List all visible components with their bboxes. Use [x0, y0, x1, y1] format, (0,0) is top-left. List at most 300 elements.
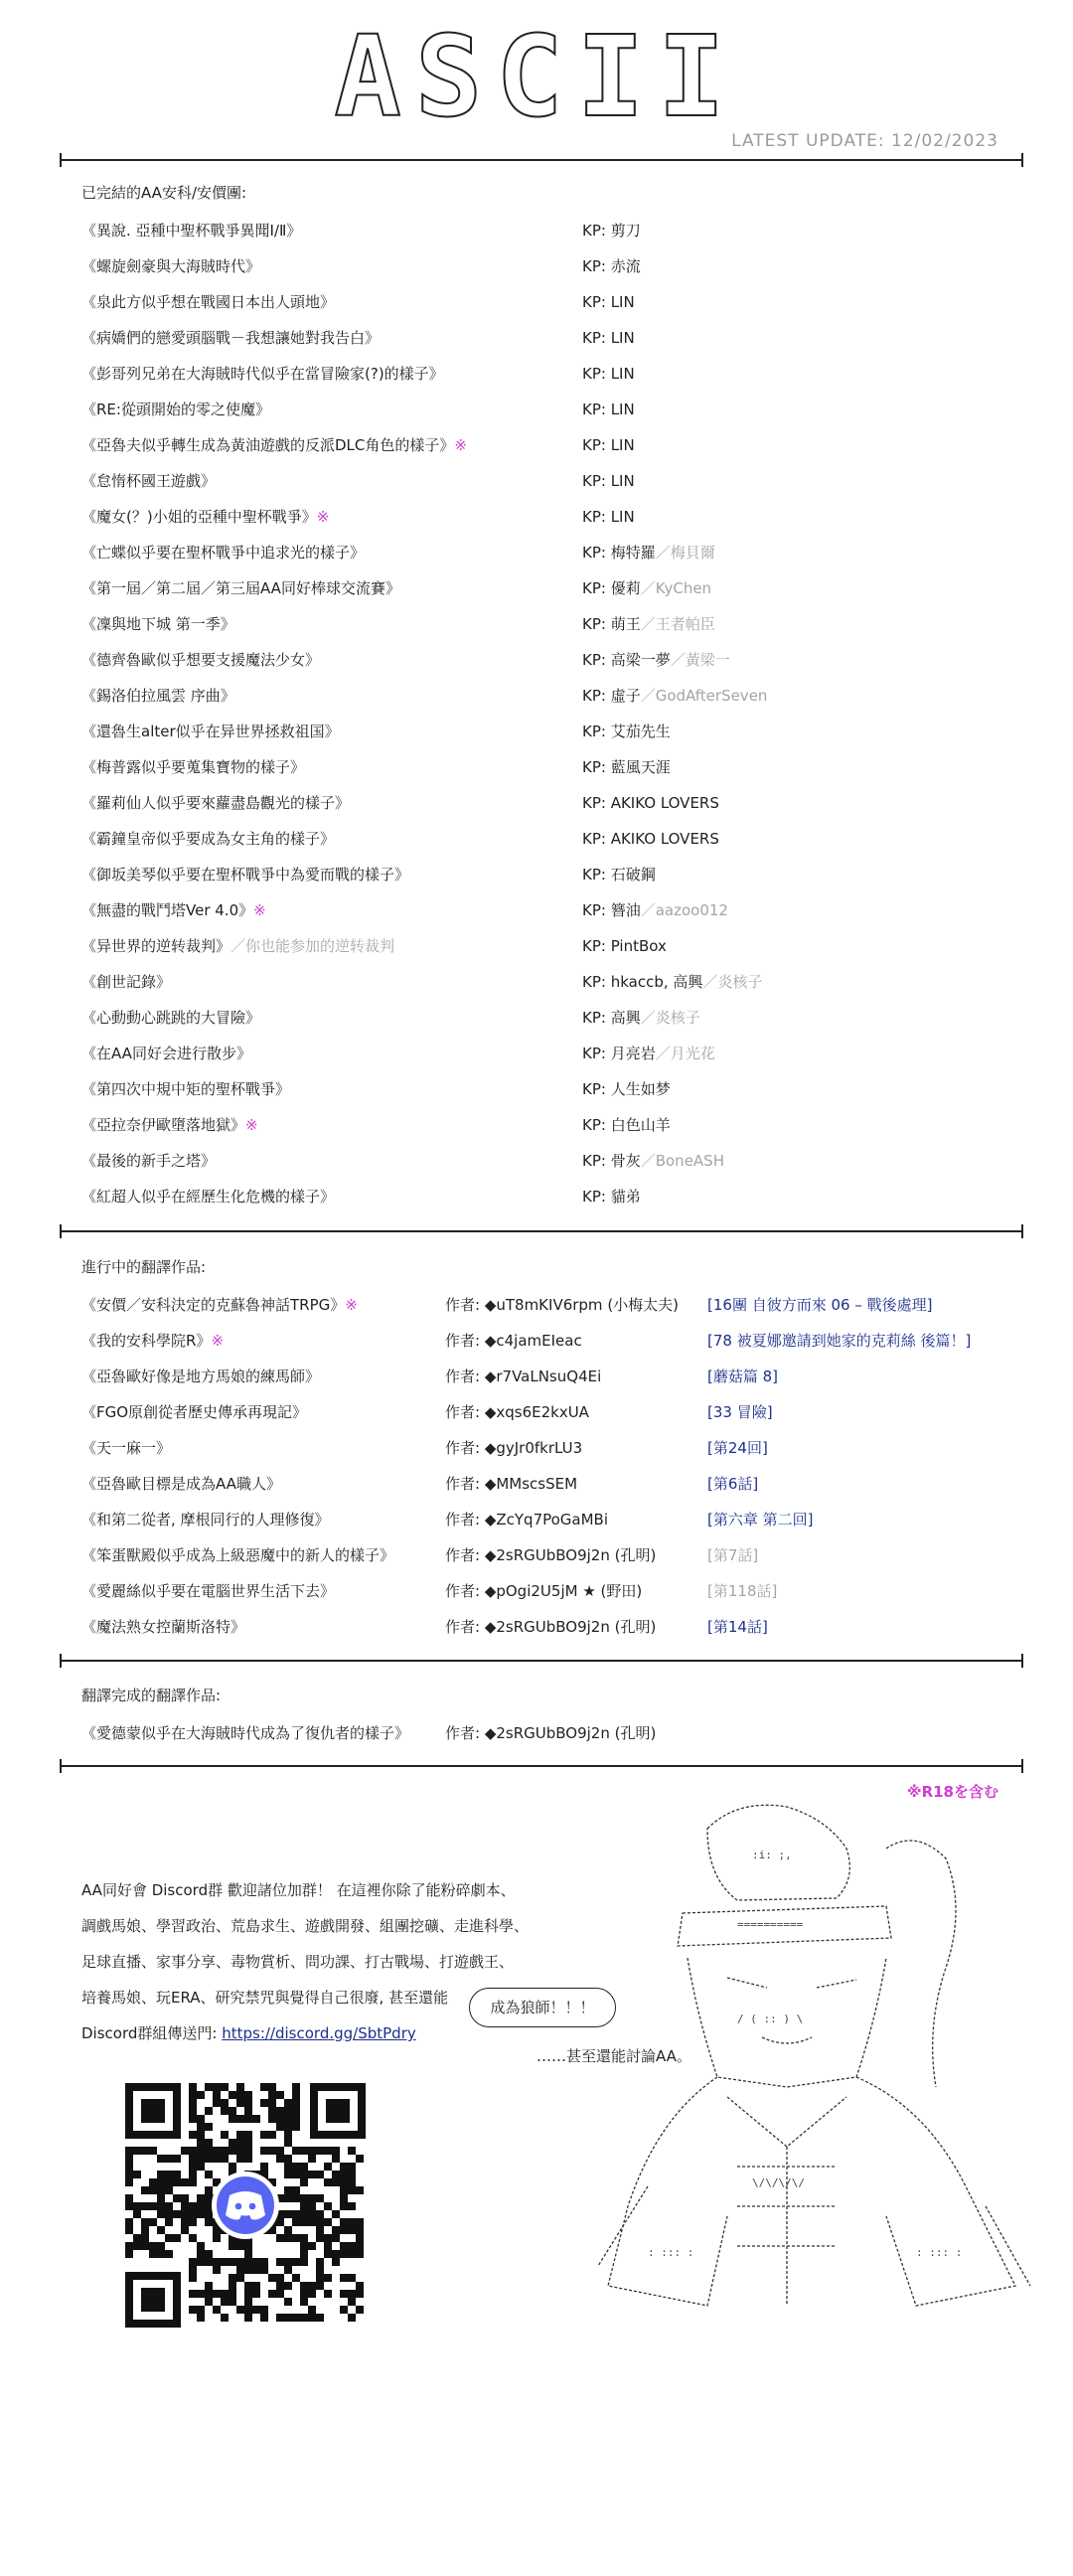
- qr-module: [244, 2266, 252, 2274]
- qr-module: [189, 2171, 197, 2178]
- finished-title: 翻譯完成的翻譯作品:: [81, 1687, 222, 1704]
- r18-mark: ※: [345, 1296, 358, 1314]
- qr-module: [316, 2210, 324, 2218]
- qr-module: [157, 2210, 165, 2218]
- completed-row: [0, 857, 1073, 892]
- kp-text: KP: 艾茄先生: [582, 723, 671, 740]
- qr-module: [197, 2242, 205, 2250]
- qr-module: [197, 2250, 205, 2258]
- qr-module: [213, 2266, 221, 2274]
- work-title[interactable]: [81, 392, 270, 427]
- work-title-text[interactable]: 《錫洛伯拉風雲 序曲》: [81, 687, 235, 705]
- kp-name: [582, 678, 767, 714]
- work-title-text[interactable]: 《亞魯歐目標是成為AA職人》: [81, 1475, 281, 1493]
- kp-text: KP: 貓弟: [582, 1188, 641, 1206]
- progress-link[interactable]: [第6話]: [707, 1475, 759, 1493]
- sub-note: ……甚至還能討論AA。: [536, 2047, 691, 2065]
- qr-module: [284, 2131, 292, 2139]
- kp-text: KP: 石破鋼: [582, 866, 656, 884]
- qr-module: [284, 2226, 292, 2234]
- work-title[interactable]: [81, 1143, 216, 1179]
- work-title[interactable]: [81, 1179, 335, 1214]
- work-title[interactable]: [81, 499, 329, 535]
- qr-module: [292, 2123, 300, 2131]
- work-title-text[interactable]: 《我的安科學院R》: [81, 1332, 212, 1350]
- qr-module: [332, 2210, 340, 2218]
- author-name: 作者: ◆2sRGUbBO9j2n (孔明): [445, 1724, 657, 1742]
- work-title[interactable]: [81, 1502, 330, 1537]
- work-title[interactable]: [81, 964, 171, 1000]
- work-title[interactable]: [81, 892, 266, 928]
- qr-module: [244, 2155, 252, 2163]
- qr-module: [213, 2226, 221, 2234]
- qr-module: [181, 2202, 189, 2210]
- qr-module: [236, 2155, 244, 2163]
- qr-module: [260, 2099, 268, 2107]
- kp-name: [582, 606, 715, 642]
- kp-alias: ／梅貝爾: [655, 544, 715, 562]
- work-title[interactable]: [81, 1000, 260, 1036]
- work-title-text[interactable]: 《異說. 亞種中聖杯戰爭異聞Ⅰ/Ⅱ》: [81, 222, 302, 240]
- work-title[interactable]: [81, 463, 216, 499]
- qr-module: [260, 2306, 268, 2314]
- qr-module: [316, 2218, 324, 2226]
- discord-line: AA同好會 Discord群 歡迎諸位加群！ 在這裡你除了能粉碎劇本、: [81, 1881, 516, 1899]
- progress-link[interactable]: [蘑菇篇 8]: [707, 1368, 779, 1385]
- work-title-text[interactable]: 《羅莉仙人似乎要來蘿盡島觀光的樣子》: [81, 794, 351, 812]
- author-name: 作者: ◆xqs6E2kxUA: [445, 1403, 589, 1421]
- qr-module: [348, 2218, 356, 2226]
- qr-module: [276, 2290, 284, 2298]
- completed-row: [0, 678, 1073, 714]
- kp-name: [582, 892, 728, 928]
- qr-module: [189, 2178, 197, 2186]
- qr-module: [356, 2250, 364, 2258]
- progress-link[interactable]: [第24回]: [707, 1439, 768, 1457]
- work-title-text[interactable]: 《安價／安科決定的克蘇魯神話TRPG》: [81, 1296, 346, 1314]
- kp-text: KP: AKIKO LOVERS: [582, 830, 719, 848]
- work-title[interactable]: [81, 1287, 358, 1323]
- qr-module: [157, 2194, 165, 2202]
- completed-row: [0, 892, 1073, 928]
- qr-module: [244, 2115, 252, 2123]
- qr-module: [189, 2306, 197, 2314]
- qr-module: [197, 2115, 205, 2123]
- qr-module: [189, 2115, 197, 2123]
- work-title-text[interactable]: 《病嬌們的戀愛頭腦戰－我想讓她對我告白》: [81, 329, 381, 347]
- qr-module: [340, 2226, 348, 2234]
- qr-module: [340, 2194, 348, 2202]
- work-title-text[interactable]: 《亞拉奈伊歐墮落地獄》: [81, 1116, 246, 1134]
- qr-module: [292, 2258, 300, 2266]
- work-title[interactable]: [81, 356, 444, 392]
- qr-module: [205, 2123, 213, 2131]
- work-title[interactable]: [81, 535, 365, 570]
- progress-link[interactable]: [33 冒險]: [707, 1403, 773, 1421]
- qr-module: [244, 2250, 252, 2258]
- kp-name: [582, 213, 641, 248]
- work-title-text[interactable]: 《最後的新手之塔》: [81, 1152, 217, 1170]
- work-title-text[interactable]: 《在AA同好会进行散步》: [81, 1045, 251, 1062]
- discord-qr-code[interactable]: [121, 2079, 370, 2332]
- ongoing-row: [0, 1394, 1073, 1430]
- qr-module: [356, 2242, 364, 2250]
- kp-name: [582, 1107, 671, 1143]
- qr-module: [300, 2147, 308, 2155]
- work-title[interactable]: [81, 320, 380, 356]
- qr-module: [133, 2171, 141, 2178]
- kp-name: [582, 928, 667, 964]
- work-title-text[interactable]: 《亞魯夫似乎轉生成為黃油遊戲的反派DLC角色的樣子》: [81, 436, 455, 454]
- work-title[interactable]: [81, 606, 235, 642]
- qr-module: [324, 2234, 332, 2242]
- qr-module: [284, 2266, 292, 2274]
- qr-module: [284, 2099, 292, 2107]
- r18-mark: ※: [253, 901, 266, 919]
- completed-title: 已完結的AA安科/安價團:: [81, 184, 247, 202]
- qr-module: [284, 2171, 292, 2178]
- qr-module: [165, 2202, 173, 2210]
- svg-text:/ ( :: ) \: / ( :: ) \: [737, 2012, 804, 2025]
- work-title[interactable]: [81, 248, 260, 284]
- work-title-text[interactable]: 《霸鐘皇帝似乎要成為女主角的樣子》: [81, 830, 336, 848]
- work-title-text[interactable]: 《愛麗絲似乎要在電腦世界生活下去》: [81, 1582, 336, 1600]
- qr-module: [316, 2171, 324, 2178]
- kp-text: KP: 高梁一夢: [582, 651, 671, 669]
- work-title[interactable]: [81, 1323, 224, 1359]
- qr-module: [157, 2178, 165, 2186]
- qr-module: [149, 2242, 157, 2250]
- qr-module: [268, 2099, 276, 2107]
- work-title-text[interactable]: 《創世記錄》: [81, 973, 172, 991]
- qr-module: [197, 2147, 205, 2155]
- work-title[interactable]: [81, 284, 335, 320]
- qr-module: [133, 2242, 141, 2250]
- qr-module: [292, 2147, 300, 2155]
- work-title-text[interactable]: 《御坂美琴似乎要在聖杯戰爭中為愛而戰的樣子》: [81, 866, 410, 884]
- qr-module: [244, 2242, 252, 2250]
- work-title[interactable]: [81, 1107, 258, 1143]
- qr-module: [348, 2178, 356, 2186]
- qr-module: [244, 2298, 252, 2306]
- qr-finder-bottom-left: [125, 2272, 181, 2328]
- discord-link[interactable]: https://discord.gg/SbtPdry: [222, 2024, 416, 2042]
- qr-module: [292, 2107, 300, 2115]
- qr-module: [260, 2147, 268, 2155]
- kp-name: [582, 392, 635, 427]
- qr-module: [324, 2178, 332, 2186]
- discord-line: 培養馬娘、玩ERA、研究禁咒與覺得自己很廢, 甚至還能: [81, 1989, 449, 2007]
- work-title-text[interactable]: 《凜與地下城 第一季》: [81, 615, 235, 633]
- qr-module: [300, 2298, 308, 2306]
- qr-module: [189, 2099, 197, 2107]
- work-title-text[interactable]: 《心動動心跳跳的大冒險》: [81, 1009, 261, 1027]
- work-title[interactable]: [81, 642, 320, 678]
- qr-module: [221, 2099, 229, 2107]
- work-title-text[interactable]: 《第四次中規中矩的聖杯戰爭》: [81, 1080, 291, 1098]
- completed-row: [0, 499, 1073, 535]
- qr-module: [197, 2210, 205, 2218]
- qr-module: [189, 2218, 197, 2226]
- work-title-text[interactable]: 《亡蝶似乎要在聖杯戰爭中追求光的樣子》: [81, 544, 366, 562]
- divider: [60, 159, 1023, 161]
- qr-module: [292, 2194, 300, 2202]
- kp-text: KP: 萌王: [582, 615, 641, 633]
- qr-module: [332, 2258, 340, 2266]
- work-title[interactable]: [81, 1609, 245, 1645]
- work-title-text[interactable]: 《德齊魯歐似乎想要支援魔法少女》: [81, 651, 321, 669]
- qr-module: [125, 2171, 133, 2178]
- qr-module: [181, 2178, 189, 2186]
- progress-link[interactable]: [第7話]: [707, 1546, 759, 1564]
- qr-module: [221, 2258, 229, 2266]
- work-title-text[interactable]: 《笨蛋獸殿似乎成為上級惡魔中的新人的樣子》: [81, 1546, 395, 1564]
- kp-name: [582, 1179, 641, 1214]
- qr-module: [236, 2091, 244, 2099]
- qr-module: [332, 2178, 340, 2186]
- work-title[interactable]: [81, 427, 467, 463]
- qr-module: [244, 2131, 252, 2139]
- qr-module: [300, 2258, 308, 2266]
- kp-alias: ／炎核子: [640, 1009, 700, 1027]
- qr-module: [149, 2178, 157, 2186]
- work-title[interactable]: [81, 1430, 171, 1466]
- qr-module: [205, 2258, 213, 2266]
- work-title-text[interactable]: 《怠惰杯國王遊戲》: [81, 472, 217, 490]
- qr-module: [324, 2202, 332, 2210]
- qr-module: [332, 2171, 340, 2178]
- kp-text: KP: hkaccb, 高興: [582, 973, 703, 991]
- qr-module: [157, 2242, 165, 2250]
- work-title[interactable]: [81, 1394, 307, 1430]
- qr-module: [133, 2210, 141, 2218]
- completed-row: [0, 427, 1073, 463]
- progress-link[interactable]: [第14話]: [707, 1618, 768, 1636]
- qr-module: [284, 2234, 292, 2242]
- qr-module: [236, 2131, 244, 2139]
- kp-text: KP: LIN: [582, 472, 635, 490]
- kp-alias: ／王者帕臣: [640, 615, 715, 633]
- qr-module: [125, 2218, 133, 2226]
- qr-module: [165, 2218, 173, 2226]
- work-title[interactable]: [81, 1573, 335, 1609]
- qr-module: [308, 2218, 316, 2226]
- qr-module: [229, 2242, 236, 2250]
- qr-module: [252, 2282, 260, 2290]
- qr-module: [125, 2202, 133, 2210]
- qr-module: [141, 2242, 149, 2250]
- qr-module: [205, 2107, 213, 2115]
- qr-module: [157, 2202, 165, 2210]
- qr-module: [205, 2155, 213, 2163]
- work-title[interactable]: [81, 213, 301, 248]
- work-title[interactable]: [81, 570, 400, 606]
- qr-module: [308, 2147, 316, 2155]
- qr-module: [284, 2186, 292, 2194]
- r18-mark: ※: [316, 508, 330, 526]
- work-title-text[interactable]: 《第一屆／第二屆／第三屆AA同好棒球交流賽》: [81, 579, 400, 597]
- qr-module: [189, 2266, 197, 2274]
- qr-module: [324, 2274, 332, 2282]
- qr-module: [308, 2194, 316, 2202]
- qr-module: [300, 2210, 308, 2218]
- work-title[interactable]: [81, 821, 335, 857]
- qr-module: [197, 2155, 205, 2163]
- author-name: 作者: ◆ZcYq7PoGaMBi: [445, 1511, 609, 1529]
- qr-module: [221, 2155, 229, 2163]
- qr-module: [324, 2250, 332, 2258]
- r18-mark: ※: [454, 436, 467, 454]
- qr-module: [213, 2091, 221, 2099]
- work-title[interactable]: 《愛德蒙似乎在大海賊時代成為了復仇者的樣子》: [81, 1724, 410, 1742]
- qr-module: [157, 2186, 165, 2194]
- completed-row: [0, 785, 1073, 821]
- qr-module: [316, 2234, 324, 2242]
- author-name: 作者: ◆r7VaLNsuQ4Ei: [445, 1368, 602, 1385]
- work-title-text[interactable]: 《魔法熟女控蘭斯洛特》: [81, 1618, 246, 1636]
- completed-row: [0, 570, 1073, 606]
- work-title-text[interactable]: 《天一麻一》: [81, 1439, 172, 1457]
- qr-module: [300, 2202, 308, 2210]
- work-title[interactable]: [81, 1466, 281, 1502]
- kp-text: KP: 赤流: [582, 257, 641, 275]
- work-title[interactable]: [81, 928, 394, 964]
- author-name: 作者: ◆2sRGUbBO9j2n (孔明): [445, 1618, 657, 1636]
- work-title-text[interactable]: 《無盡的戰鬥塔Ver 4.0》: [81, 901, 254, 919]
- completed-row: [0, 1179, 1073, 1214]
- qr-module: [189, 2107, 197, 2115]
- work-title-text[interactable]: 《梅普露似乎要蒐集寶物的樣子》: [81, 758, 306, 776]
- qr-module: [292, 2218, 300, 2226]
- qr-module: [197, 2091, 205, 2099]
- work-title-text[interactable]: 《螺旋劍豪與大海賊時代》: [81, 257, 261, 275]
- qr-module: [149, 2218, 157, 2226]
- qr-module: [276, 2107, 284, 2115]
- qr-module: [356, 2282, 364, 2290]
- qr-module: [205, 2218, 213, 2226]
- work-title-text[interactable]: 《魔女(？)小姐的亞種中聖杯戰爭》: [81, 508, 317, 526]
- progress-link[interactable]: [78 被夏娜邀請到她家的克莉絲 後篇！]: [707, 1332, 972, 1350]
- qr-module: [181, 2194, 189, 2202]
- qr-module: [244, 2099, 252, 2107]
- work-title-text[interactable]: 《RE:從頭開始的零之使魔》: [81, 401, 270, 418]
- work-title[interactable]: [81, 1359, 320, 1394]
- kp-text: KP: 虛子: [582, 687, 641, 705]
- qr-module: [260, 2131, 268, 2139]
- qr-module: [213, 2083, 221, 2091]
- qr-module: [229, 2139, 236, 2147]
- work-title-text[interactable]: 《FGO原創從者歷史傳承再現記》: [81, 1403, 308, 1421]
- qr-module: [340, 2290, 348, 2298]
- qr-module: [125, 2250, 133, 2258]
- work-title[interactable]: [81, 714, 340, 749]
- qr-module: [229, 2091, 236, 2099]
- work-title-text[interactable]: 《和第二從者, 摩根同行的人理修復》: [81, 1511, 330, 1529]
- qr-module: [300, 2250, 308, 2258]
- qr-module: [284, 2107, 292, 2115]
- qr-module: [165, 2234, 173, 2242]
- qr-module: [292, 2115, 300, 2123]
- progress-link[interactable]: [16團 自彼方而來 06 – 戰後處理]: [707, 1296, 933, 1314]
- r18-mark: ※: [211, 1332, 225, 1350]
- kp-name: [582, 1036, 715, 1071]
- divider: [60, 1765, 1023, 1767]
- progress-link[interactable]: [第六章 第二回]: [707, 1511, 814, 1529]
- work-title[interactable]: [81, 1036, 251, 1071]
- qr-module: [260, 2314, 268, 2322]
- author-name: 作者: ◆gyJr0fkrLU3: [445, 1439, 583, 1457]
- finished-row: [0, 1715, 1073, 1751]
- qr-module: [260, 2266, 268, 2274]
- qr-module: [300, 2194, 308, 2202]
- qr-module: [236, 2115, 244, 2123]
- kp-text: KP: 人生如梦: [582, 1080, 671, 1098]
- qr-module: [173, 2234, 181, 2242]
- work-title-text[interactable]: 《彭哥列兄弟在大海賊時代似乎在當冒險家(?)的樣子》: [81, 365, 444, 383]
- qr-module: [205, 2139, 213, 2147]
- qr-module: [300, 2290, 308, 2298]
- kp-text: KP: 高興: [582, 1009, 641, 1027]
- work-title-text[interactable]: 《紅超人似乎在經歷生化危機的樣子》: [81, 1188, 336, 1206]
- kp-name: [582, 499, 635, 535]
- qr-module: [276, 2123, 284, 2131]
- qr-module: [236, 2139, 244, 2147]
- work-title-text[interactable]: 《异世界的逆转裁判》: [81, 937, 231, 955]
- qr-module: [229, 2107, 236, 2115]
- work-title[interactable]: [81, 857, 409, 892]
- svg-text::i: ;,: :i: ;,: [752, 1849, 792, 1861]
- kp-name: [582, 284, 635, 320]
- qr-module: [244, 2306, 252, 2314]
- qr-module: [229, 2258, 236, 2266]
- qr-module: [356, 2186, 364, 2194]
- work-title[interactable]: [81, 678, 235, 714]
- ongoing-row: [0, 1609, 1073, 1645]
- work-title[interactable]: [81, 1537, 394, 1573]
- work-title[interactable]: [81, 785, 350, 821]
- qr-module: [324, 2147, 332, 2155]
- qr-module: [276, 2274, 284, 2282]
- work-title[interactable]: [81, 749, 305, 785]
- work-title-text[interactable]: 《泉此方似乎想在戰國日本出人頭地》: [81, 293, 336, 311]
- svg-text:==========: ==========: [737, 1918, 804, 1931]
- latest-update: LATEST UPDATE: 12/02/2023: [731, 131, 998, 151]
- qr-module: [149, 2202, 157, 2210]
- kp-name: [582, 427, 635, 463]
- qr-module: [197, 2123, 205, 2131]
- qr-module: [292, 2099, 300, 2107]
- qr-module: [292, 2274, 300, 2282]
- work-title[interactable]: [81, 1071, 290, 1107]
- progress-link[interactable]: [第118話]: [707, 1582, 778, 1600]
- kp-name: [582, 1000, 700, 1036]
- qr-module: [316, 2194, 324, 2202]
- qr-module: [340, 2274, 348, 2282]
- qr-module: [260, 2258, 268, 2266]
- work-title-text[interactable]: 《還魯生alter似乎在异世界拯救祖国》: [81, 723, 340, 740]
- qr-module: [157, 2250, 165, 2258]
- kp-text: KP: LIN: [582, 508, 635, 526]
- qr-module: [276, 2218, 284, 2226]
- kp-name: [582, 1143, 724, 1179]
- kp-alias: ／黃梁一: [670, 651, 730, 669]
- kp-text: KP: 骨灰: [582, 1152, 641, 1170]
- completed-row: [0, 284, 1073, 320]
- qr-module: [205, 2147, 213, 2155]
- work-title-text[interactable]: 《亞魯歐好像是地方馬娘的練馬師》: [81, 1368, 321, 1385]
- qr-module: [197, 2194, 205, 2202]
- qr-module: [197, 2290, 205, 2298]
